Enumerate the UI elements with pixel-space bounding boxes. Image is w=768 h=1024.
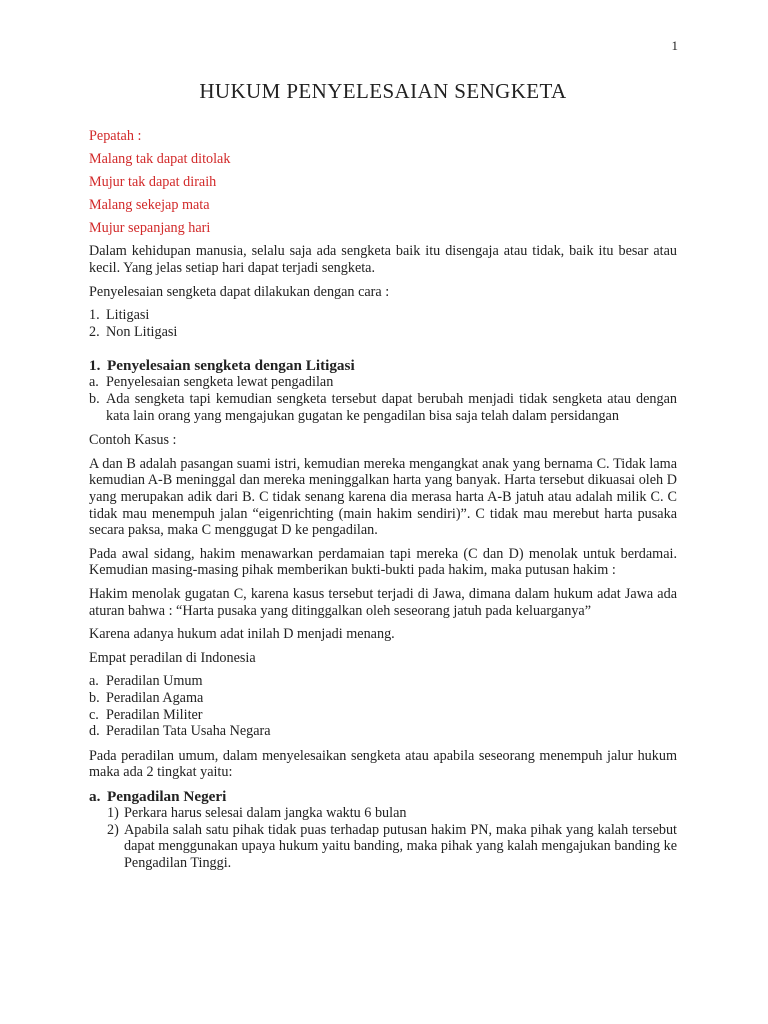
list-text: Peradilan Tata Usaha Negara <box>106 723 271 740</box>
list-text: Perkara harus selesai dalam jangka waktu 6 bulan <box>124 804 407 821</box>
intro-paragraph: Dalam kehidupan manusia, selalu saja ada sengketa baik itu disengaja atau tidak, baik itu besar atau kecil. Yang jelas setiap hari dapat terjadi sengketa. <box>89 243 677 277</box>
list-item <box>89 374 677 391</box>
list-marker: b. <box>89 689 100 706</box>
list-marker: a. <box>89 374 99 391</box>
case-paragraph: Hakim menolak gugatan C, karena kasus tersebut terjadi di Jawa, dimana dalam hukum adat Jawa ada aturan bahwa : “Harta pusaka yang ditinggalkan oleh seseorang jatuh pada keluarganya” <box>89 585 677 619</box>
case-label: Contoh Kasus : <box>89 432 177 449</box>
page-number: 1 <box>671 38 678 53</box>
list-item <box>89 324 677 341</box>
list-text: Penyelesaian sengketa lewat pengadilan <box>106 374 334 391</box>
methods-intro: Penyelesaian sengketa dapat dilakukan dengan cara : <box>89 283 390 300</box>
list-item <box>107 822 677 872</box>
district-court-list <box>89 805 677 871</box>
section-heading <box>89 357 677 374</box>
case-paragraph: A dan B adalah pasangan suami istri, kemudian mereka mengangkat anak yang bernama C. Tidak lama kemudian A-B meninggal dan mereka meninggalkan harta yang banyak. Harta tersebut dikuasai oleh D yang merupakan adik dari B. C tidak senang karena dia merasa harta A-B jatuh atau adalah milik C. C tidak mau menempuh jalan “eigenrichting (main hakim sendiri)”. C tidak mau merebut harta pusaka secara paksa, maka C menggugat D ke pengadilan. <box>89 455 677 539</box>
list-item <box>89 307 677 324</box>
list-marker: 2) <box>107 821 119 838</box>
list-text: Peradilan Militer <box>106 706 203 723</box>
list-marker: d. <box>89 723 100 740</box>
list-marker: a. <box>89 673 99 690</box>
section-points <box>89 374 677 424</box>
case-paragraph: Karena adanya hukum adat inilah D menjadi menang. <box>89 626 395 643</box>
courts-intro: Empat peradilan di Indonesia <box>89 649 256 666</box>
subsection-title: Pengadilan Negeri <box>107 787 227 805</box>
list-text: Non Litigasi <box>106 323 178 340</box>
list-item <box>89 707 677 724</box>
proverb-line: Mujur tak dapat diraih <box>89 174 217 191</box>
list-text: Litigasi <box>106 307 150 324</box>
list-item <box>89 723 677 740</box>
proverb-line: Malang tak dapat ditolak <box>89 151 231 168</box>
general-court-paragraph: Pada peradilan umum, dalam menyelesaikan sengketa atau apabila seseorang menempuh jalur hukum maka ada 2 tingkat yaitu: <box>89 747 677 781</box>
methods-list <box>89 307 677 340</box>
list-marker: 1. <box>89 307 100 324</box>
subsection-marker: a. <box>89 787 101 805</box>
list-marker: 2. <box>89 323 100 340</box>
list-marker: 1) <box>107 804 119 821</box>
proverb-block <box>89 128 677 237</box>
proverb-heading: Pepatah : <box>89 128 142 144</box>
list-item <box>89 391 677 424</box>
section-title: Penyelesaian sengketa dengan Litigasi <box>107 357 355 375</box>
section-number: 1. <box>89 357 101 375</box>
document-body <box>89 78 677 879</box>
list-text: Peradilan Umum <box>106 673 203 690</box>
subsection-heading <box>89 788 677 805</box>
list-marker: b. <box>89 391 100 408</box>
list-marker: c. <box>89 706 99 723</box>
list-text: Ada sengketa tapi kemudian sengketa tersebut dapat berubah menjadi tidak sengketa atau dengan kata lain orang yang mengajukan gugatan ke pengadilan bisa saja telah dalam persidangan <box>106 391 677 424</box>
case-paragraph: Pada awal sidang, hakim menawarkan perdamaian tapi mereka (C dan D) menolak untuk berdamai. Kemudian masing-masing pihak memberikan bukti-bukti pada hakim, maka putusan hakim : <box>89 545 677 579</box>
list-text: Apabila salah satu pihak tidak puas terhadap putusan hakim PN, maka pihak yang kalah tersebut dapat menggunakan upaya hukum yaitu banding, maka pihak yang kalah mengajukan banding ke Pengadilan Tinggi. <box>124 821 677 871</box>
proverb-line: Malang sekejap mata <box>89 197 210 214</box>
list-text: Peradilan Agama <box>106 689 204 706</box>
list-item <box>107 805 677 822</box>
proverb-line: Mujur sepanjang hari <box>89 220 211 237</box>
list-item <box>89 690 677 707</box>
courts-list <box>89 673 677 739</box>
list-item <box>89 673 677 690</box>
document-title: HUKUM PENYELESAIAN SENGKETA <box>199 79 567 103</box>
